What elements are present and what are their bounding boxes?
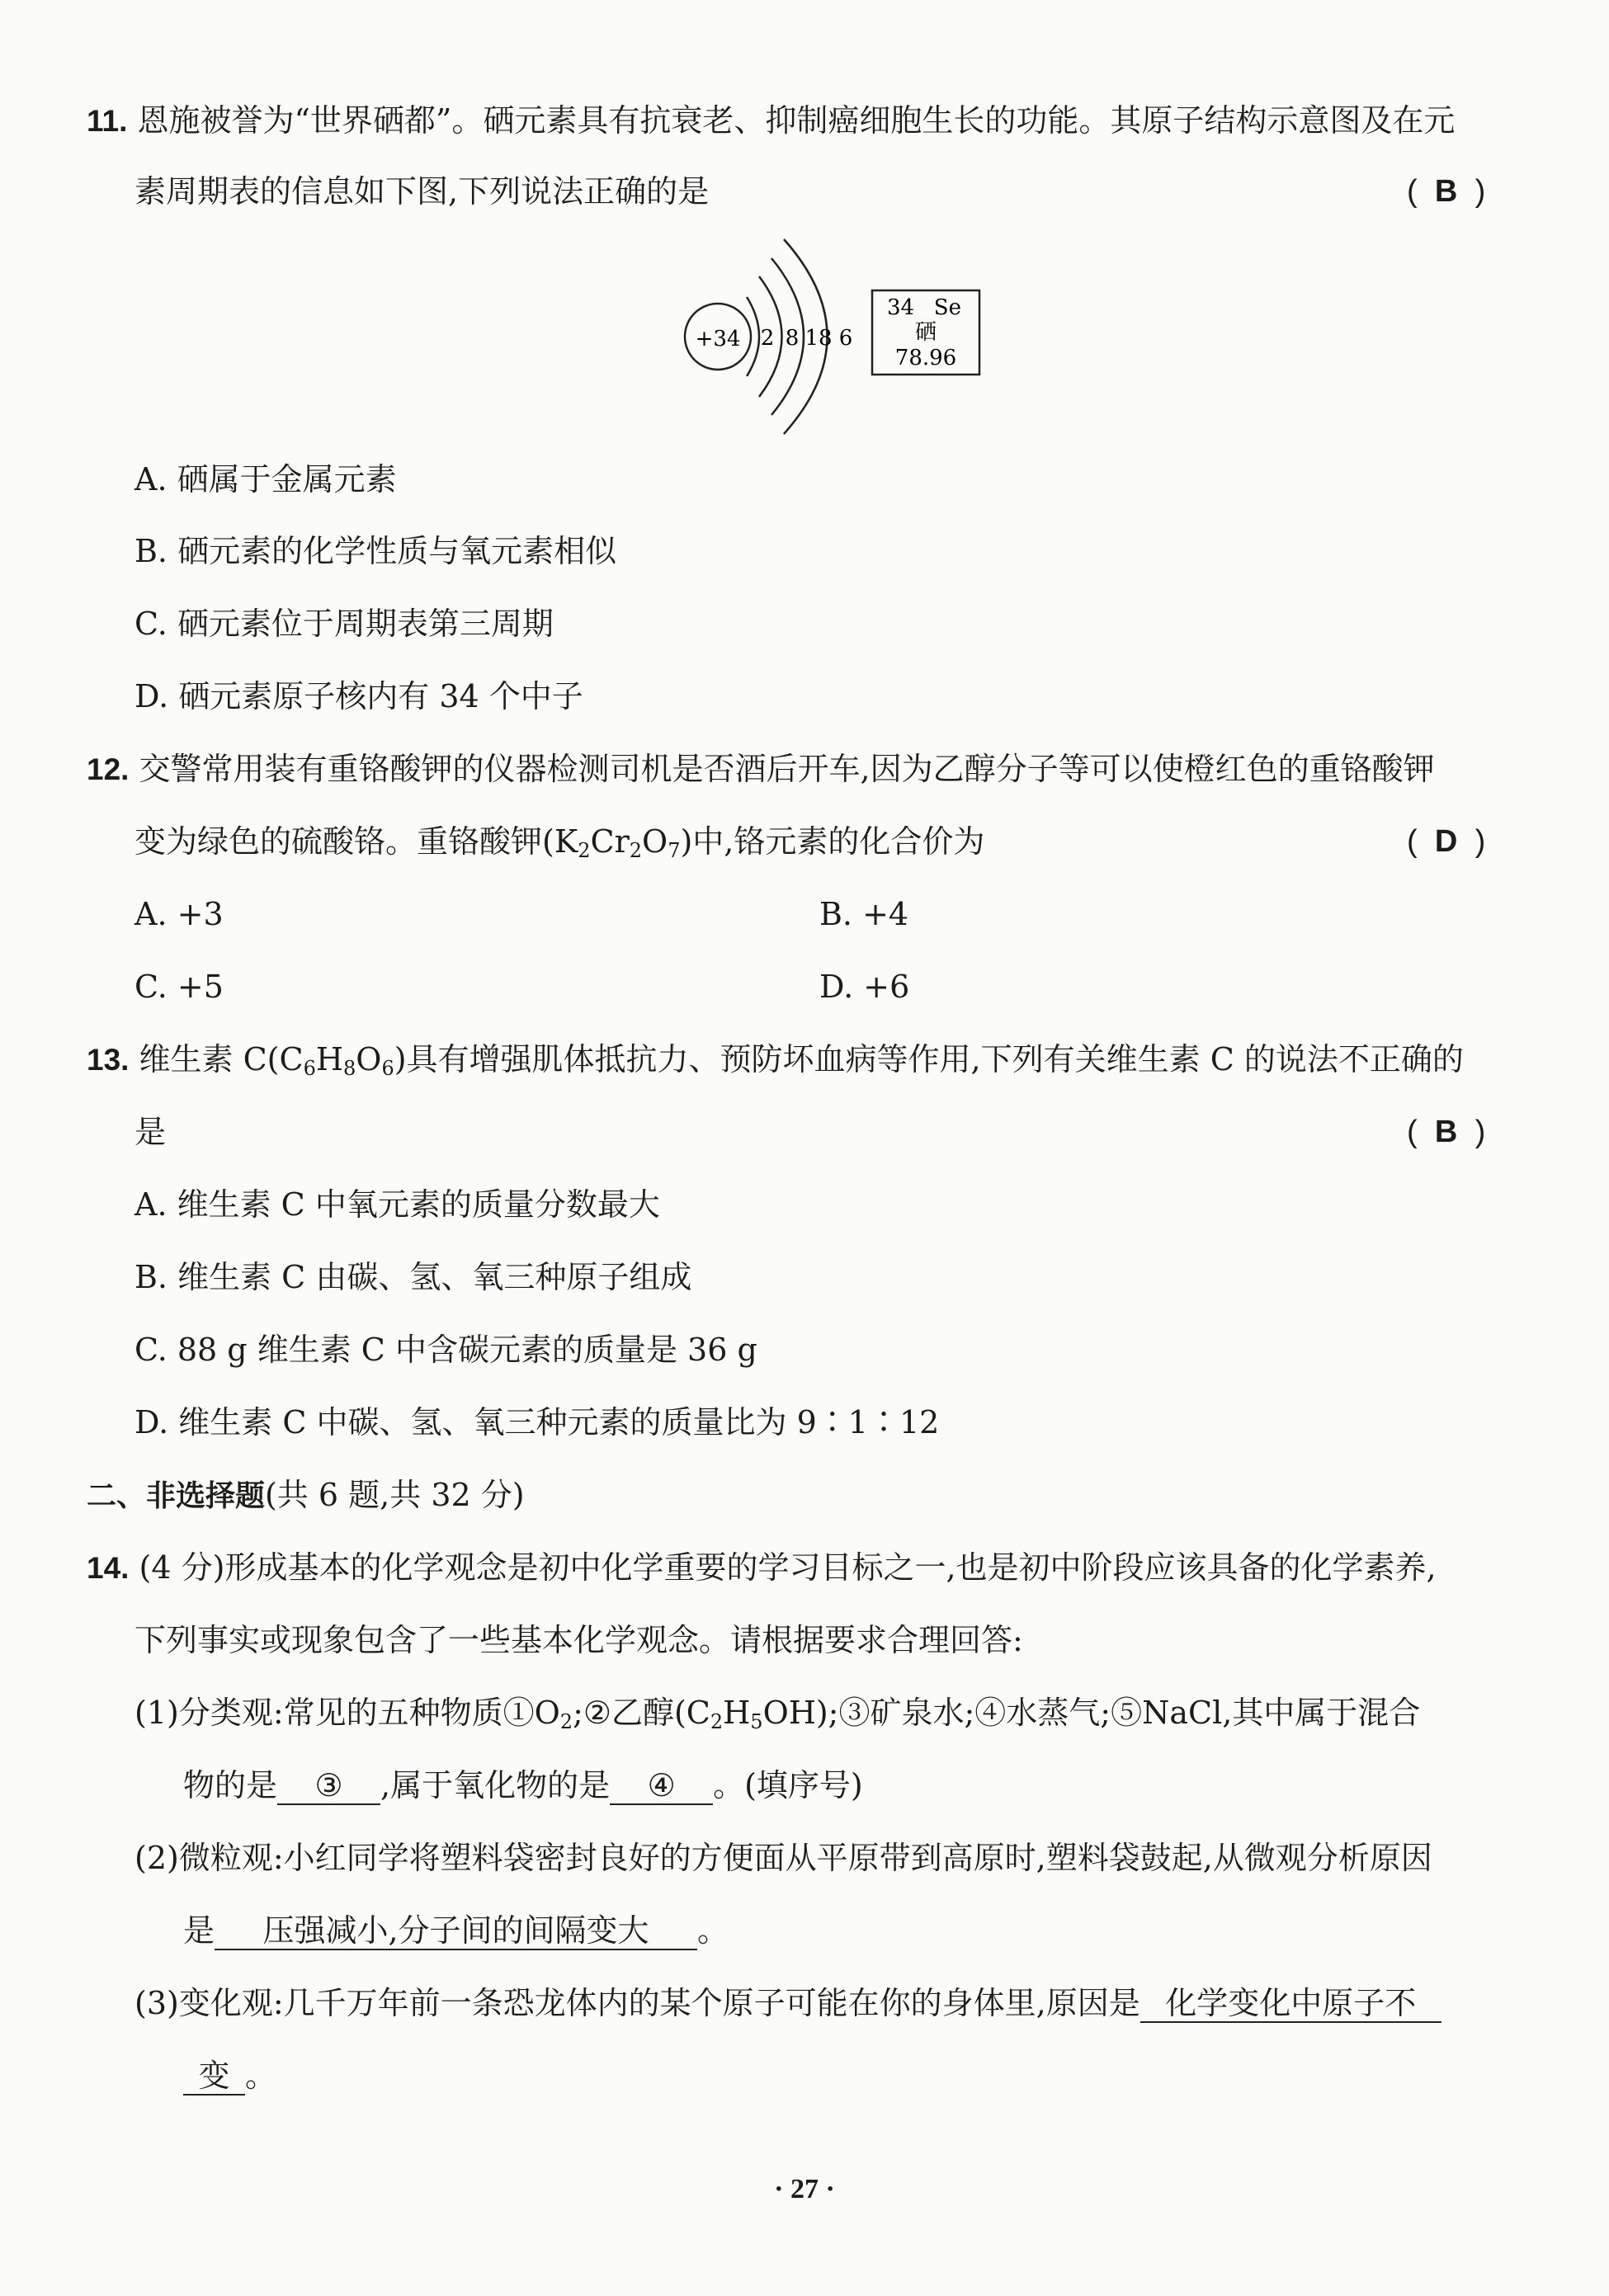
q13-stem-1c: O — [356, 1041, 382, 1077]
q13-sub-8: 8 — [343, 1057, 356, 1080]
q12-stem-2c: O — [642, 823, 668, 860]
section-2-title: 二、非选择题 — [87, 1479, 266, 1513]
q12-stem-2b: Cr — [590, 823, 630, 860]
q12-option-c: C. +5 — [134, 969, 224, 1005]
q11-stem-1: 恩施被誉为“世界硒都”。硒元素具有抗衰老、抑制癌细胞生长的功能。其原子结构示意图及在元 — [137, 102, 1456, 139]
q14-p1-f: ,属于氧化物的是 — [380, 1767, 611, 1803]
q14-fill-micro-reason: 压强减小,分子间的间隔变大 — [215, 1912, 697, 1950]
q14-p1-b: ;②乙醇(C — [573, 1695, 710, 1731]
q14-p3-b: 。 — [245, 2058, 277, 2094]
q14-p2-c: 。 — [697, 1912, 729, 1949]
q14-fill-change-reason-1: 化学变化中原子不 — [1140, 1985, 1441, 2023]
q14-fill-change-reason-2: 变 — [183, 2058, 245, 2096]
q13-answer: ( B ) — [1407, 1112, 1485, 1152]
q14-part1-line1 — [134, 1693, 1420, 1733]
section-2-heading — [87, 1475, 525, 1516]
q11-answer: ( B ) — [1407, 172, 1485, 211]
q12-stem-2d: )中,铬元素的化合价为 — [680, 823, 985, 860]
q14-sub-2: 2 — [559, 1710, 573, 1733]
q14-p1-d: OH);③矿泉水;④水蒸气;⑤NaCl,其中属于混合 — [762, 1695, 1421, 1731]
q14-p1-e: 物的是 — [183, 1767, 278, 1803]
shell-count-4: 6 — [838, 326, 853, 351]
q14-stem-2: 下列事实或现象包含了一些基本化学观念。请根据要求合理回答: — [134, 1622, 1023, 1658]
q12-option-b: B. +4 — [819, 896, 909, 932]
q13-stem-1d: )具有增强肌体抵抗力、预防坏血病等作用,下列有关维生素 C 的说法不正确的 — [394, 1041, 1464, 1077]
q14-fill-oxide: ④ — [610, 1767, 713, 1805]
q13-option-c: C. 88 g 维生素 C 中含碳元素的质量是 36 g — [134, 1332, 757, 1368]
q14-part2-line1: (2)微粒观:小红同学将塑料袋密封良好的方便面从平原带到高原时,塑料袋鼓起,从微观分析原因 — [134, 1840, 1432, 1876]
q13-stem-1a: 维生素 C(C — [139, 1041, 304, 1077]
q13-sub-6b: 6 — [381, 1057, 394, 1080]
q12-option-a: A. +3 — [134, 896, 224, 932]
selenium-atom-diagram — [0, 0, 1609, 462]
element-mass: 78.96 — [894, 346, 957, 370]
q11-stem-2: 素周期表的信息如下图,下列说法正确的是 — [134, 173, 710, 210]
q12-stem-1: 交警常用装有重铬酸钾的仪器检测司机是否酒后开车,因为乙醇分子等可以使橙红色的重铬酸钾 — [139, 751, 1435, 787]
q14-number: 14. — [87, 1551, 130, 1585]
q13-number: 13. — [87, 1043, 130, 1077]
q11-number: 11. — [87, 104, 128, 138]
shell-count-1: 2 — [760, 326, 775, 351]
q11-option-b: B. 硒元素的化学性质与氧元素相似 — [134, 533, 617, 569]
q12-option-d: D. +6 — [819, 969, 910, 1005]
q12-answer: ( D ) — [1407, 822, 1485, 861]
q14-stem-1: (4 分)形成基本的化学观念是初中化学重要的学习目标之一,也是初中阶段应该具备的化学素养, — [139, 1549, 1437, 1586]
section-2-note: (共 6 题,共 32 分) — [265, 1477, 525, 1513]
q14-line1 — [87, 1548, 1437, 1588]
q13-option-d: D. 维生素 C 中碳、氢、氧三种元素的质量比为 9∶1∶12 — [134, 1404, 940, 1440]
q13-option-a: A. 维生素 C 中氧元素的质量分数最大 — [134, 1186, 660, 1223]
q12-stem-2 — [134, 822, 984, 861]
electron-shell-1 — [747, 297, 759, 376]
q12-sub-7: 7 — [668, 839, 681, 862]
q12-answer-letter: D — [1434, 824, 1458, 859]
element-number: 34 — [887, 295, 915, 320]
q12-sub-2a: 2 — [578, 839, 591, 862]
q11-option-a: A. 硒属于金属元素 — [134, 461, 397, 497]
page-number: · 27 · — [774, 2174, 835, 2204]
q13-line1 — [87, 1040, 1464, 1080]
q13-answer-letter: B — [1434, 1115, 1458, 1149]
q14-sub-5: 5 — [750, 1710, 763, 1733]
q11-option-d: D. 硒元素原子核内有 34 个中子 — [134, 678, 583, 714]
nucleus-charge: +34 — [695, 327, 741, 351]
q14-part3-line1 — [134, 1983, 1441, 2023]
q11-option-c: C. 硒元素位于周期表第三周期 — [134, 606, 554, 642]
q14-p2-b: 是 — [183, 1912, 215, 1949]
q12-sub-2b: 2 — [629, 839, 643, 862]
shell-count-2: 8 — [785, 326, 800, 351]
q14-fill-mixture: ③ — [277, 1767, 380, 1805]
q13-option-b: B. 维生素 C 由碳、氢、氧三种原子组成 — [134, 1259, 692, 1295]
q13-stem-1b: H — [315, 1041, 344, 1077]
q14-part3-line2 — [183, 2056, 276, 2096]
q14-part2-line2 — [183, 1911, 729, 1950]
q14-p1-c: H — [723, 1695, 751, 1731]
q14-p3-a: (3)变化观:几千万年前一条恐龙体内的某个原子可能在你的身体里,原因是 — [134, 1985, 1140, 2021]
q14-p1-a: (1)分类观:常见的五种物质①O — [134, 1695, 560, 1731]
q14-p1-g: 。(填序号) — [713, 1767, 863, 1803]
element-name: 硒 — [914, 320, 937, 345]
shell-count-3: 18 — [804, 326, 833, 351]
q12-number: 12. — [87, 752, 130, 786]
q14-part1-line2 — [183, 1766, 863, 1805]
q13-sub-6a: 6 — [303, 1057, 316, 1080]
q11-answer-letter: B — [1434, 174, 1458, 209]
q12-line1 — [87, 749, 1435, 790]
element-symbol: Se — [933, 295, 961, 320]
q14-sub-2b: 2 — [710, 1710, 724, 1733]
q13-stem-2: 是 — [134, 1114, 167, 1150]
q12-stem-2a: 变为绿色的硫酸铬。重铬酸钾(K — [134, 823, 578, 860]
